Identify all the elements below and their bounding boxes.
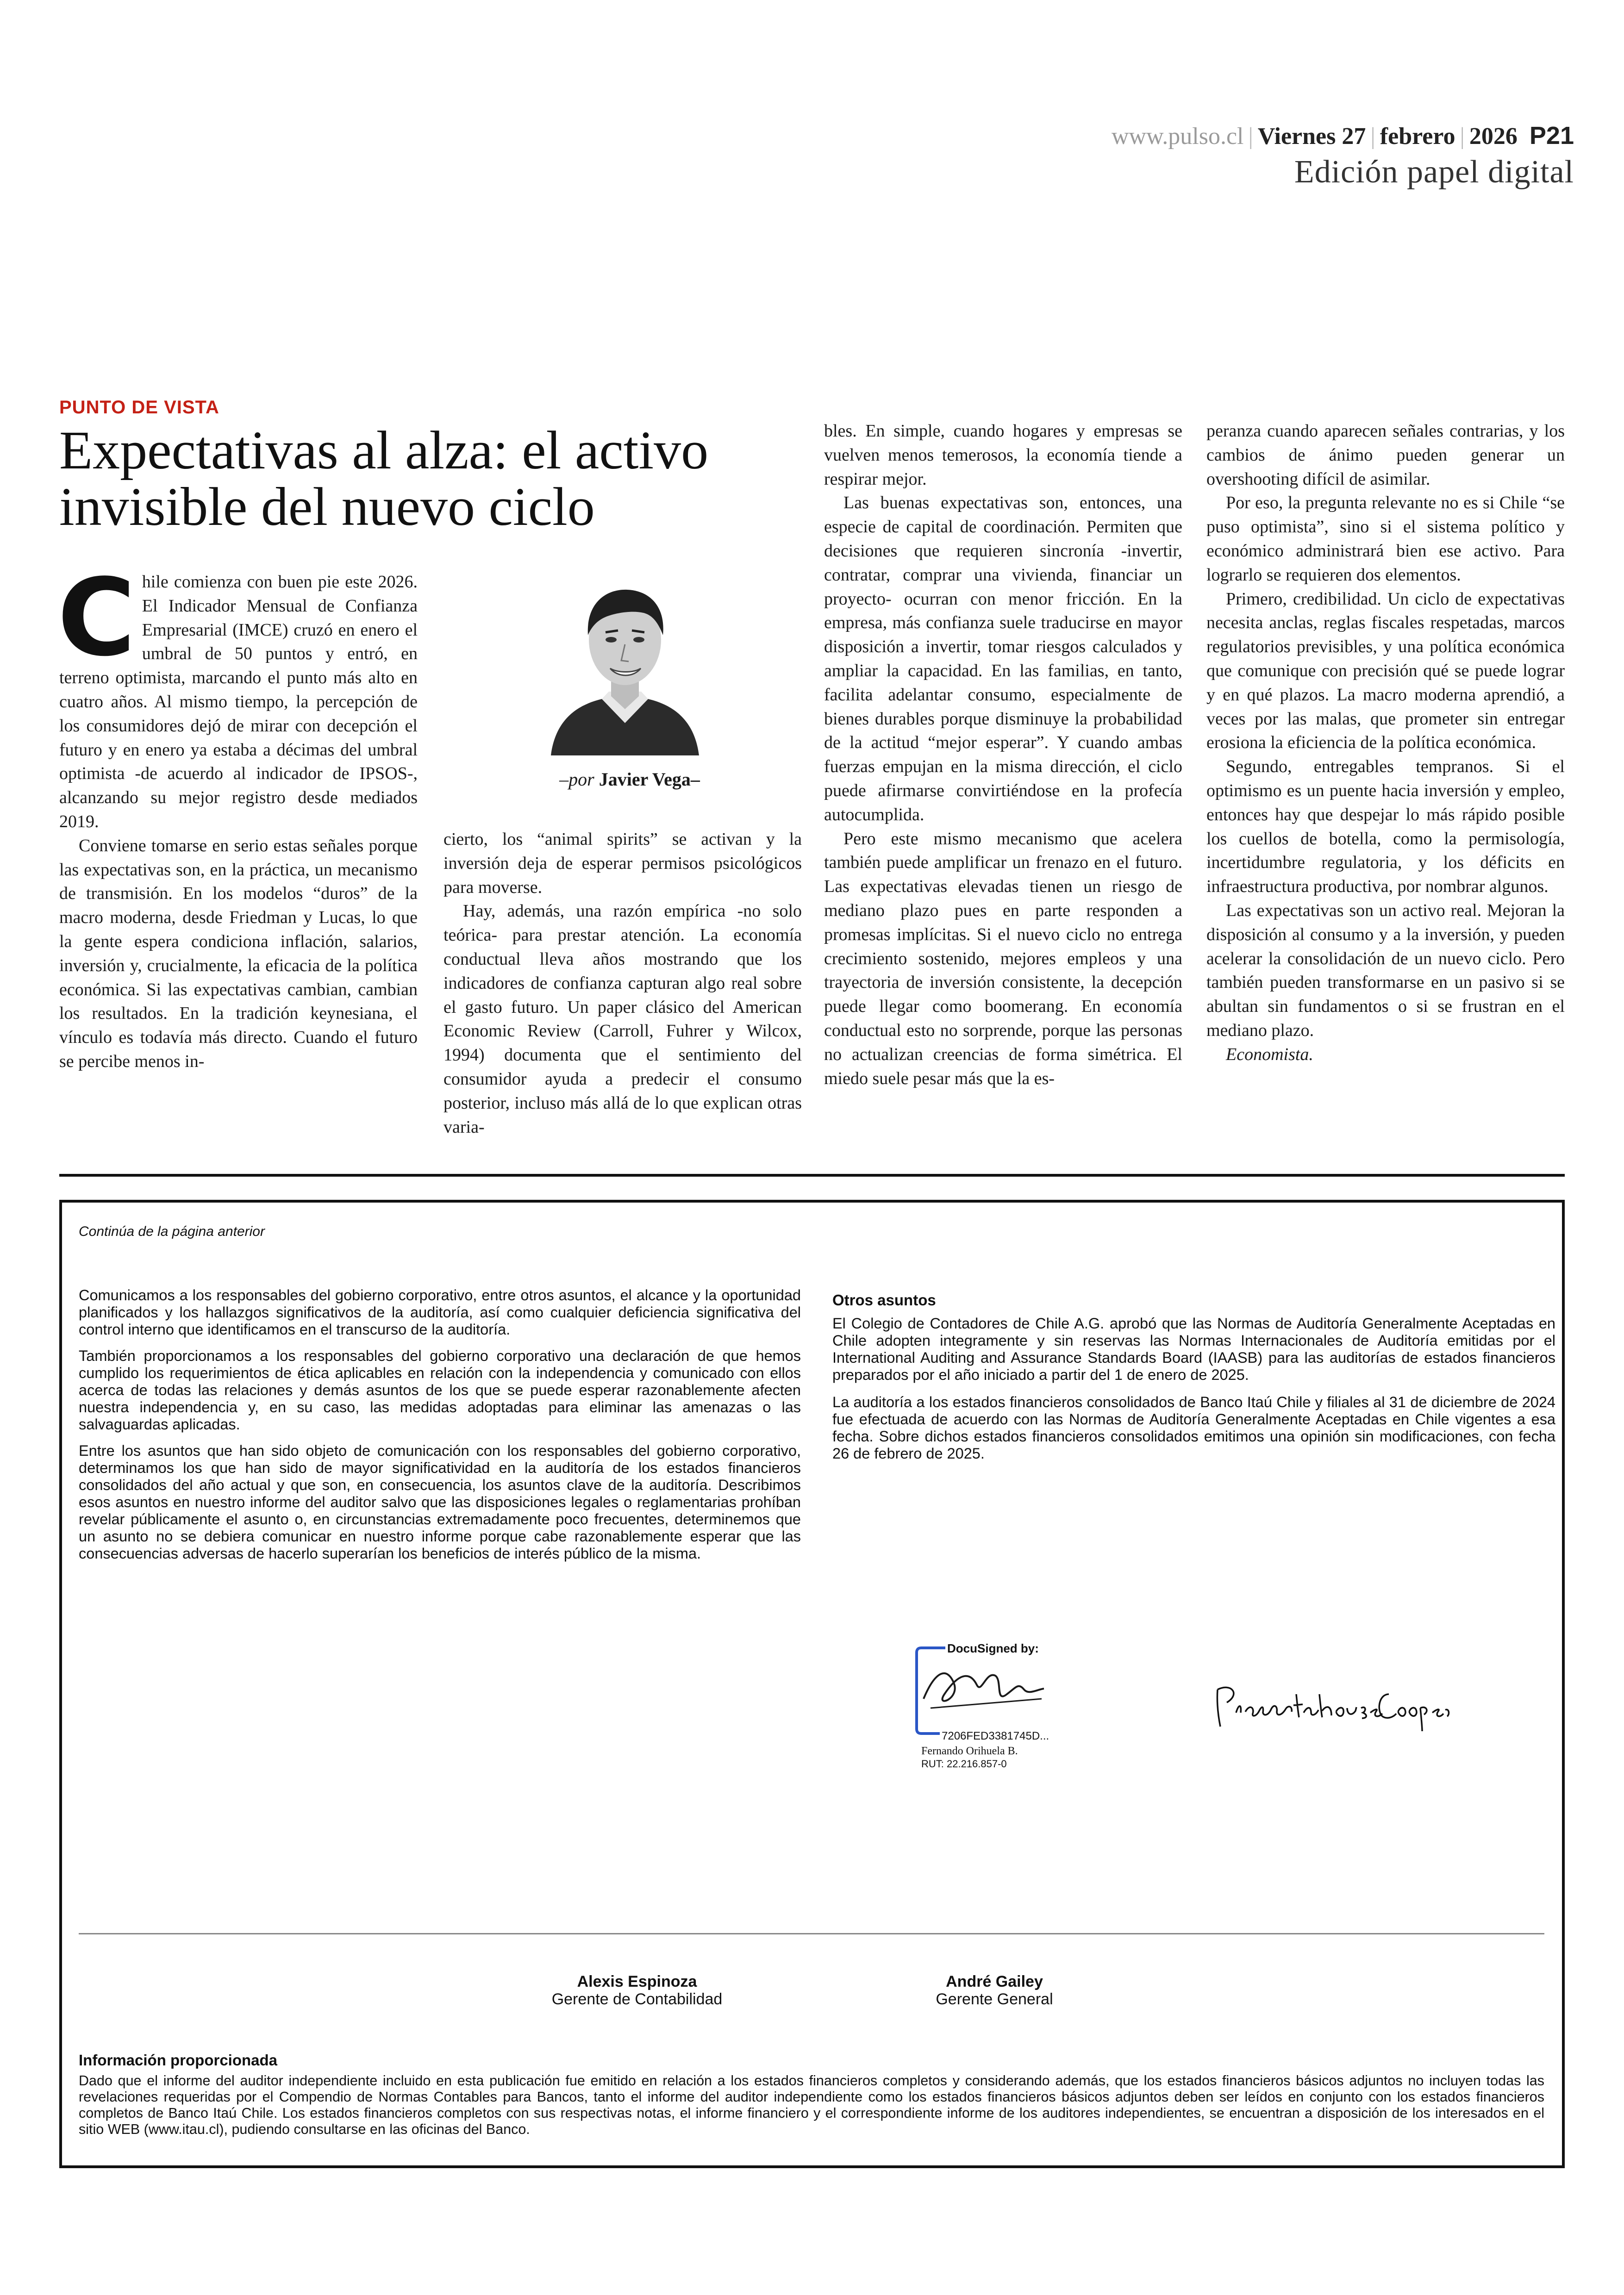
docusign-label: DocuSigned by: bbox=[947, 1641, 1039, 1655]
article-headline: Expectativas al alza: el activo invisible del nuevo ciclo bbox=[59, 420, 709, 537]
article-paragraph: Pero este mismo mecanismo que acelera también puede amplificar un frenazo en el futuro. Las expectativas elevadas tienen un riesgo de mediano plazo pues en parte responden a promesas implícitas. Si el nuevo ciclo no entrega crecimiento sostenido, mejores empleos y una trayectoria de inversión consistente, la decepción puede llegar como boomerang. En economía conductual esto no sorprende, porque las personas no actualizan creencias de forma simétrica. El miedo suele pesar más que la es- bbox=[824, 829, 1182, 1088]
page-number: P21 bbox=[1529, 122, 1574, 150]
article-paragraph: bles. En simple, cuando hogares y empresas se vuelven menos temerosos, la economía tiende a respirar mejor. bbox=[824, 421, 1182, 489]
article-column-2 bbox=[443, 828, 802, 1139]
byline-prefix: –por bbox=[559, 769, 594, 790]
docusign-signature bbox=[903, 1639, 1106, 1777]
info-title: Información proporcionada bbox=[79, 2052, 278, 2069]
signature-divider bbox=[79, 1933, 1544, 1934]
article-paragraph: Segundo, entregables tempranos. Si el optimismo es un puente hacia inversión y empleo, entonces hay que despejar lo más rápido posible los cuellos de botella, como la permisología, incertidumbre regulatoria, y los déficits en infraestructura productiva, por nombrar algunos. bbox=[1206, 757, 1565, 897]
article-paragraph: Por eso, la pregunta relevante no es si Chile “se puso optimista”, sino si el sistema político y económico administrará bien ese activo. Para lograrlo se requieren dos elementos. bbox=[1206, 493, 1565, 585]
notice-paragraph: El Colegio de Contadores de Chile A.G. aprobó que las Normas de Auditoría Generalmente Aceptadas en Chile adopten integramente y sin reservas las Normas Internacionales de Auditoría emitidas por el International Auditing and Assurance Standards Board (IAASB) para las auditorías de estados financieros preparados por el año iniciado a partir del 1 de enero de 2025. bbox=[832, 1315, 1555, 1383]
byline bbox=[463, 768, 796, 790]
continued-note: Continúa de la página anterior bbox=[79, 1224, 265, 1239]
author-portrait bbox=[542, 570, 708, 755]
article-paragraph: peranza cuando aparecen señales contrarias, y los cambios de ánimo pueden generar un overshooting difícil de asimilar. bbox=[1206, 421, 1565, 489]
signer-role: Gerente General bbox=[936, 1990, 1053, 2008]
notice-paragraph: La auditoría a los estados financieros consolidados de Banco Itaú Chile y filiales al 31 de diciembre de 2024 fue efectuada de acuerdo con las Normas de Auditoría Generalmente Aceptadas en Chile vigentes a esa fecha. Sobre dichos estados financieros consolidados emitimos una opinión sin modificaciones, con fecha 26 de febrero de 2025. bbox=[832, 1394, 1555, 1462]
author-signature: Economista. bbox=[1226, 1044, 1313, 1064]
notice-right-column bbox=[832, 1291, 1555, 1472]
signer-role: Gerente de Contabilidad bbox=[551, 1990, 723, 2008]
masthead-line: www.pulso.cl | Viernes 27 | febrero | 2026 P21 bbox=[1111, 122, 1574, 150]
other-matters-title: Otros asuntos bbox=[832, 1291, 936, 1309]
masthead bbox=[1112, 121, 1574, 191]
site-url[interactable]: www.pulso.cl bbox=[1111, 123, 1244, 150]
article-paragraph: Primero, credibilidad. Un ciclo de expectativas necesita anclas, reglas fiscales respetadas, marcos regulatorios previsibles, y una política económica que comunique con precisión qué se puede lograr y en qué plazos. La macro moderna aprendió, a veces por las malas, que prometer sin entregar erosiona la eficiencia de la política económica. bbox=[1206, 589, 1565, 753]
article-paragraph: Hay, además, una razón empírica -no solo teórica- para prestar atención. La economía conductual lleva años mostrando que los indicadores de confianza capturan algo real sobre el gasto futuro. Un paper clásico del American Economic Review (Carroll, Fuhrer y Wilcox, 1994) documenta que el sentimiento del consumidor ayuda a predecir el consumo posterior, incluso más allá de lo que explican otras varia- bbox=[443, 901, 802, 1137]
signer-name: Alexis Espinoza bbox=[577, 1973, 697, 1990]
notice-left-column bbox=[79, 1287, 801, 1572]
article-paragraph: Las buenas expectativas son, entonces, una especie de capital de coordinación. Permiten que decisiones que requieren sincronía -invertir, contratar, comprar una vivienda, financiar un proyecto- ocurran con menor fricción. En la empresa, más confianza suele traducirse en mayor disposición a invertir, tomar riesgos calculados y ampliar la capacidad. En las familias, en tanto, facilita adelantar consumo, especialmente de bienes durables porque disminuye la probabilidad de la actitud “mejor esperar”. Y cuando ambas fuerzas empujan en la misma dirección, el ciclo puede afirmarse convirtiéndose en la profecía autocumplida. bbox=[824, 493, 1182, 824]
date-month: febrero bbox=[1380, 123, 1455, 150]
docusign-rut: RUT: 22.216.857-0 bbox=[921, 1758, 1007, 1770]
article-column-1 bbox=[57, 556, 418, 1074]
section-divider bbox=[59, 1174, 1565, 1177]
notice-paragraph: También proporcionamos a los responsables del gobierno corporativo una declaración de que hemos cumplido los requerimientos de ética aplicables en relación con la independencia y comunicado con ellos acerca de todas las relaciones y demás asuntos de los que se puede esperar razonablemente afecten nuestra independencia y, en su caso, las medidas adoptadas para eliminar las amenazas o las salvaguardas aplicadas. bbox=[79, 1347, 801, 1433]
article-column-3 bbox=[824, 419, 1182, 1091]
article-column-4 bbox=[1206, 419, 1565, 1067]
date-day: Viernes 27 bbox=[1257, 123, 1366, 150]
pwc-signature bbox=[1208, 1676, 1458, 1736]
signer-name: André Gailey bbox=[946, 1973, 1043, 1990]
docusign-signer: Fernando Orihuela B. bbox=[921, 1745, 1018, 1757]
article-paragraph: Las expectativas son un activo real. Mejoran la disposición al consumo y a la inversión, y pueden acelerar la consolidación de un nuevo ciclo. Pero también pueden transformarse en un pasivo si se abultan sin fundamentos o si se frustran en el mediano plazo. bbox=[1206, 900, 1565, 1040]
notice-paragraph: Entre los asuntos que han sido objeto de comunicación con los responsables del gobierno corporativo, determinamos los que han sido de mayor significatividad en la auditoría de los estados financieros consolidados del año actual y que son, en consecuencia, los asuntos clave de la auditoría. Describimos esos asuntos en nuestro informe del auditor salvo que las disposiciones legales o reglamentarias prohíban revelar públicamente el asunto o, en circunstancias extremadamente poco frecuentes, determinemos que un asunto no se debiera comunicar en nuestro informe porque cabe razonablemente esperar que las consecuencias adversas de hacerlo superarían los beneficios de interés público de la misma. bbox=[79, 1442, 801, 1562]
signer-block bbox=[856, 1973, 1133, 2008]
article-paragraph: cierto, los “animal spirits” se activan y la inversión deja de esperar permisos psicológicos para moverse. bbox=[443, 829, 802, 897]
edition-label: Edición papel digital bbox=[1294, 154, 1574, 190]
author-name: Javier Vega– bbox=[599, 769, 700, 790]
article-paragraph: Conviene tomarse en serio estas señales porque las expectativas son, en la práctica, un mecanismo de transmisión. En los modelos “duros” de la macro moderna, desde Friedman y Lucas, lo que la gente espera condiciona inflación, salarios, inversión y, crucialmente, la eficacia de la política económica. Si las expectativas cambian, cambian los resultados. En la tradición keynesiana, el vínculo es todavía más directo. Cuando el futuro se percibe menos in- bbox=[59, 836, 418, 1071]
docusign-code: 7206FED3381745D... bbox=[942, 1730, 1049, 1742]
section-kicker: PUNTO DE VISTA bbox=[59, 397, 219, 418]
drop-cap: C bbox=[57, 556, 136, 680]
info-text: Dado que el informe del auditor independiente incluido en esta publicación fue emitido en relación a los estados financieros completos y considerando además, que los estados financieros básicos adjuntos no incluyen todas las revelaciones requeridas por el Compendio de Normas Contables para Bancos, tanto el informe del auditor independiente como los estados financieros básicos adjuntos deben ser leídos en conjunto con los estados financieros completos de Banco Itaú Chile. Los estados financieros completos con sus respectivas notas, el informe financiero y el correspondiente informe de los auditores independientes, se encuentran a disposición de los interesados en el sitio WEB (www.itau.cl), pudiendo consultarse en las oficinas del Banco. bbox=[79, 2073, 1544, 2137]
article-paragraph: Chile comienza con buen pie este 2026. El Indicador Mensual de Confianza Empresarial (IMCE) cruzó en enero el umbral de 50 puntos y entró, en terreno optimista, marcando el punto más alto en cuatro años. Al mismo tiempo, la percepción de los consumidores dejó de mirar con decepción el futuro y en enero ya estaba a décimas del umbral optimista -de acuerdo al indicador de IPSOS-, alcanzando su mejor registro desde mediados 2019. bbox=[57, 556, 418, 831]
signer-block bbox=[498, 1973, 776, 2008]
date-year: 2026 bbox=[1469, 123, 1518, 150]
notice-paragraph: Comunicamos a los responsables del gobierno corporativo, entre otros asuntos, el alcance y la oportunidad planificados y los hallazgos significativos de la auditoría, así como cualquier deficiencia significativa del control interno que identificamos en el transcurso de la auditoría. bbox=[79, 1287, 801, 1338]
